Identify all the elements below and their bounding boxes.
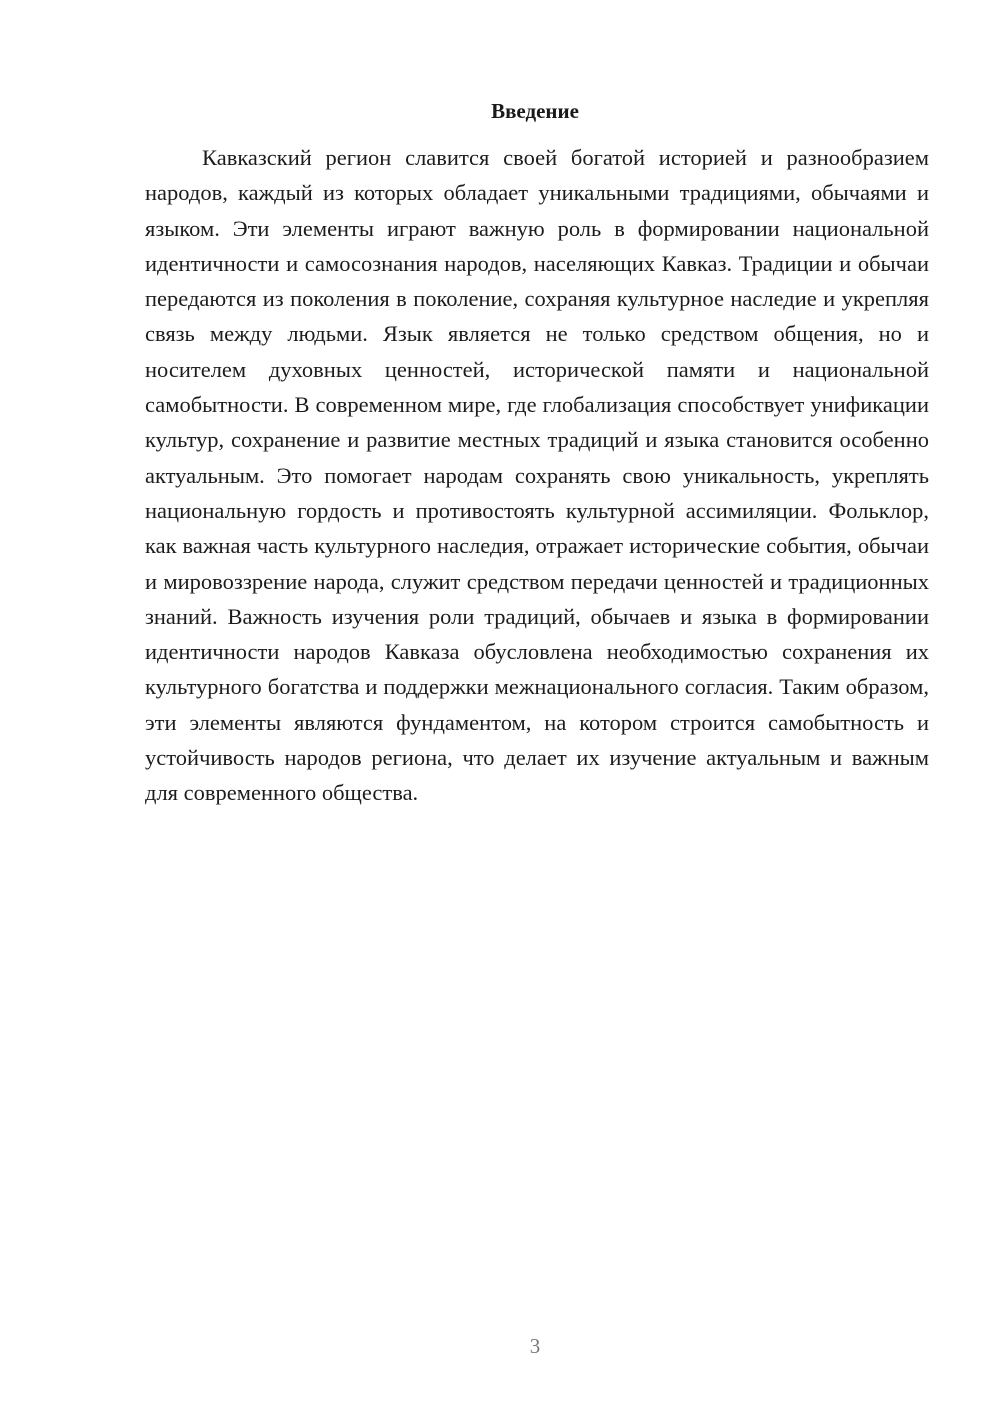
intro-paragraph: Кавказский регион славится своей богатой историей и разнообразием народов, каждый из которых обладает уникальными традициями, обычаями и языком. Эти элементы играют важную роль в формировании национальной идентичности и самосознания народов, населяющих Кавказ. Традиции и обычаи передаются из поколения в поколение, сохраняя культурное наследие и укрепляя связь между людьми. Язык является не только средством общения, но и носителем духовных ценностей, исторической памяти и национальной самобытности. В современном мире, где глобализация способствует унификации культур, сохранение и развитие местных традиций и языка становится особенно актуальным. Это помогает народам сохранять свою уникальность, укреплять национальную гордость и противостоять культурной ассимиляции. Фольклор, как важная часть культурного наследия, отражает исторические события, обычаи и мировоззрение народа, служит средством передачи ценностей и традиционных знаний. Важность изучения роли традиций, обычаев и языка в формировании идентичности народов Кавказа обусловлена необходимостью сохранения их культурного богатства и поддержки межнационального согласия. Таким образом, эти элементы являются фундаментом, на котором строится самобытность и устойчивость народов региона, что делает их изучение актуальным и важным для современного общества. [145,145,929,806]
section-heading: Введение [491,99,579,123]
page-number: 3 [529,1334,541,1358]
